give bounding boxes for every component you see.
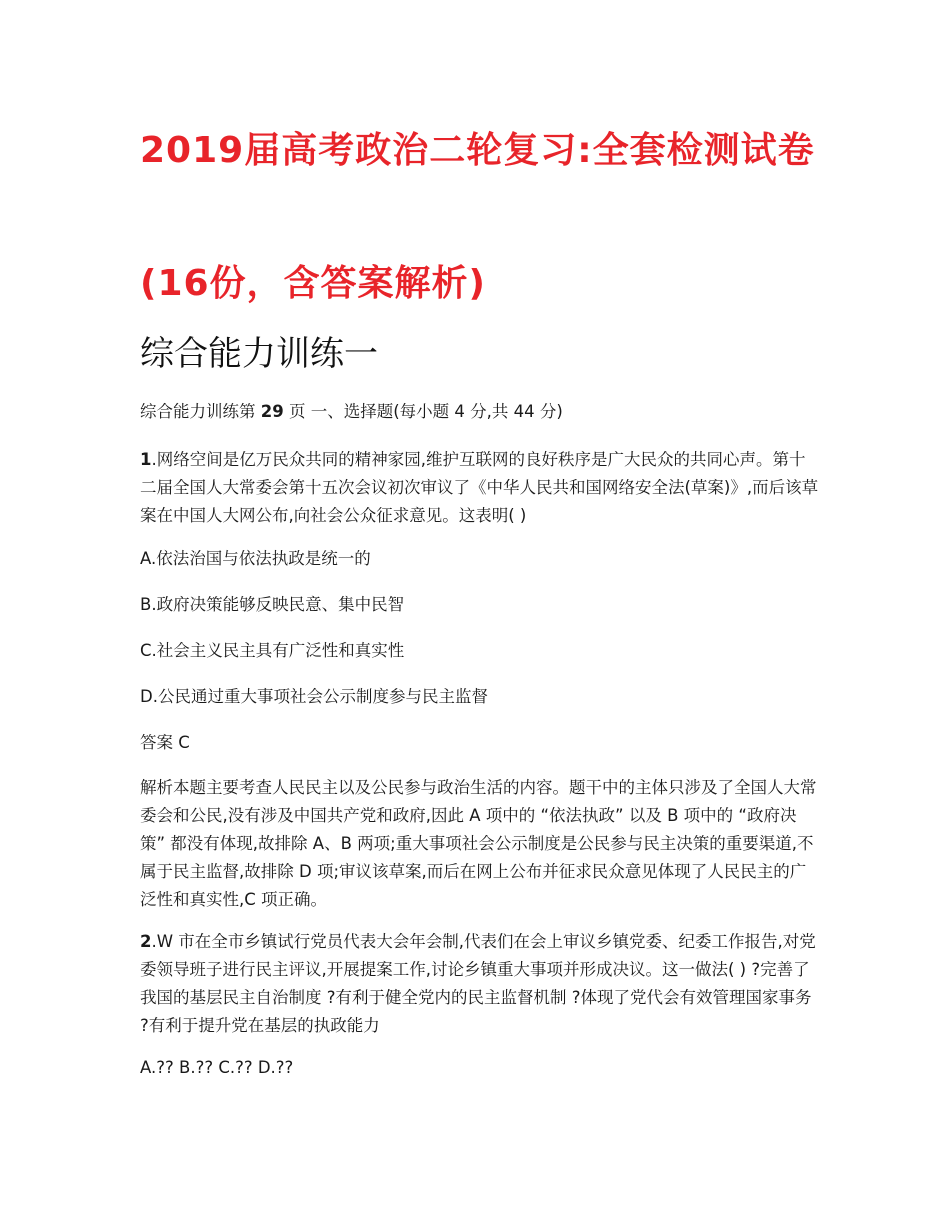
- question-1-option-c: C.社会主义民主具有广泛性和真实性: [140, 641, 405, 660]
- question-2: [140, 928, 820, 1040]
- section-heading: 综合能力训练一: [140, 334, 378, 374]
- question-2-options: A.?? B.?? C.?? D.??: [140, 1058, 294, 1077]
- intro-prefix: 综合能力训练第: [140, 402, 261, 421]
- question-1-option-a: A.依法治国与依法执政是统一的: [140, 549, 371, 568]
- question-2-number: 2: [140, 932, 152, 951]
- question-2-stem: .W 市在全市乡镇试行党员代表大会年会制,代表们在会上审议乡镇党委、纪委工作报告,对党委领导班子进行民主评议,开展提案工作,讨论乡镇重大事项并形成决议。这一做法( ) ?完善了我国的基层民主自治制度 ?有利于健全党内的民主监督机制 ?体现了党代会有效管理国家事务 ?有利于提升党在基层的执政能力: [140, 932, 816, 1035]
- question-1: [140, 446, 820, 530]
- question-1-explanation: 解析本题主要考查人民民主以及公民参与政治生活的内容。题干中的主体只涉及了全国人大常委会和公民,没有涉及中国共产党和政府,因此 A 项中的 “依法执政” 以及 B 项中的 “政府决策” 都没有体现,故排除 A、B 两项;重大事项社会公示制度是公民参与民主决策的重要渠道,不属于民主监督,故排除 D 项;审议该草案,而后在网上公布并征求民众意见体现了人民民主的广泛性和真实性,C 项正确。: [140, 778, 817, 909]
- question-1-number: 1: [140, 450, 152, 469]
- document-title-line1: 2019届高考政治二轮复习:全套检测试卷: [140, 130, 815, 171]
- intro-line: [140, 398, 820, 426]
- question-1-stem: .网络空间是亿万民众共同的精神家园,维护互联网的良好秩序是广大民众的共同心声。第十二届全国人大常委会第十五次会议初次审议了《中华人民共和国网络安全法(草案)》,而后该草案在中国人大网公布,向社会公众征求意见。这表明( ): [140, 450, 819, 525]
- document-title-line2: (16份，含答案解析): [140, 263, 487, 304]
- intro-suffix: 页 一、选择题(每小题 4 分,共 44 分): [283, 402, 563, 421]
- question-1-answer: 答案 C: [140, 733, 190, 752]
- question-1-option-b: B.政府决策能够反映民意、集中民智: [140, 595, 405, 614]
- intro-page-number: 29: [260, 402, 284, 421]
- question-1-option-d: D.公民通过重大事项社会公示制度参与民主监督: [140, 687, 488, 706]
